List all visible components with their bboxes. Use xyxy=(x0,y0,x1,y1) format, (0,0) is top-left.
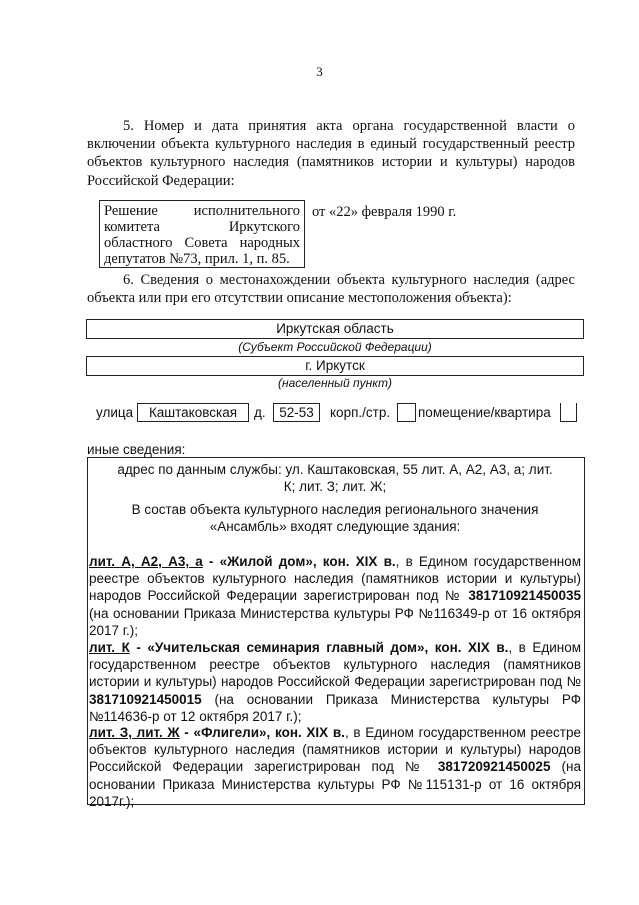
house-field: 52-53 xyxy=(273,403,320,422)
item-reg-number: 381710921450015 xyxy=(89,691,202,707)
item-text: (на основании Приказа Министерства культуры РФ №114636-р от 12 октября 2017 г.); xyxy=(89,691,581,724)
item-text: (на основании Приказа Министерства культуры РФ №115131-р от 16 октября 2017г.); xyxy=(89,759,581,809)
item-reg-number: 381710921450035 xyxy=(468,588,581,604)
city-caption: (населенный пункт) xyxy=(277,376,393,390)
room-label: помещение/квартира xyxy=(418,405,551,420)
item-reg-number: 381720921450025 xyxy=(437,759,551,775)
item-text: , в Едином государственном реестре объектов культурного наследия (памятников истории и культуры) народов Российской Федерации зарегистрирован под № xyxy=(89,554,582,604)
item-title: - «Учительская семинария главный дом», кон. XIX в. xyxy=(129,640,509,655)
item-letters: лит. К xyxy=(89,640,130,655)
list-item xyxy=(89,639,581,725)
other-info-label: иные сведения: xyxy=(87,442,186,457)
decision-line: областного Совета народных xyxy=(104,235,300,251)
city-field: г. Иркутск xyxy=(86,356,584,376)
item-text: , в Едином государственном реестре объектов культурного наследия (памятников истории и культуры) народов Российской Федерации зарегистрирован под № xyxy=(89,640,581,690)
page-number: 3 xyxy=(316,64,323,79)
section-5-text: 5. Номер и дата принятия акта органа государственной власти о включении объекта культурного наследия в единый государственный реестр объектов культурного наследия (памятников истории и культуры) народов Российской Федерации: xyxy=(87,118,575,189)
decision-line: депутатов №73, прил. 1, п. 85. xyxy=(104,251,290,267)
street-field: Каштаковская xyxy=(137,403,249,422)
item-letters: лит. А, А2, А3, а xyxy=(89,554,203,569)
section-6-text: 6. Сведения о местонахождении объекта культурного наследия (адрес объекта или при его отсутствии описание местоположения объекта): xyxy=(87,272,575,306)
list-item xyxy=(89,724,581,810)
decision-line: Решение исполнительного xyxy=(104,203,300,219)
building-label: корп./стр. xyxy=(330,405,391,420)
item-letters: лит. З, лит. Ж xyxy=(89,725,180,740)
street-label: улица xyxy=(96,405,134,420)
list-item xyxy=(89,553,581,639)
decision-line: комитета Иркутского xyxy=(104,219,300,235)
service-address: адрес по данным службы: ул. Каштаковская, 55 лит. А, А2, А3, а; лит. К; лит. З; лит. Ж; xyxy=(117,462,553,495)
house-label: д. xyxy=(254,405,266,420)
region-caption: (Субъект Российской Федерации) xyxy=(238,340,432,354)
building-field xyxy=(397,403,416,422)
item-text: (на основании Приказа Министерства культуры РФ №116349-р от 16 октября 2017 г.); xyxy=(89,605,581,638)
item-title: - «Жилой дом», кон. XIX в. xyxy=(202,554,396,569)
decision-date: от «22» февраля 1990 г. xyxy=(312,204,457,220)
region-field: Иркутская область xyxy=(86,319,584,339)
room-field xyxy=(560,403,577,422)
item-title: - «Флигели», кон. XIX в. xyxy=(179,725,345,740)
decision-box xyxy=(99,200,305,268)
ensemble-text: В состав объекта культурного наследия регионального значения «Ансамбль» входят следующие здания: xyxy=(131,502,539,535)
item-text: , в Едином государственном реестре объектов культурного наследия (памятников истории и культуры) народов Российской Федерации зарегистрирован под № xyxy=(89,725,582,775)
